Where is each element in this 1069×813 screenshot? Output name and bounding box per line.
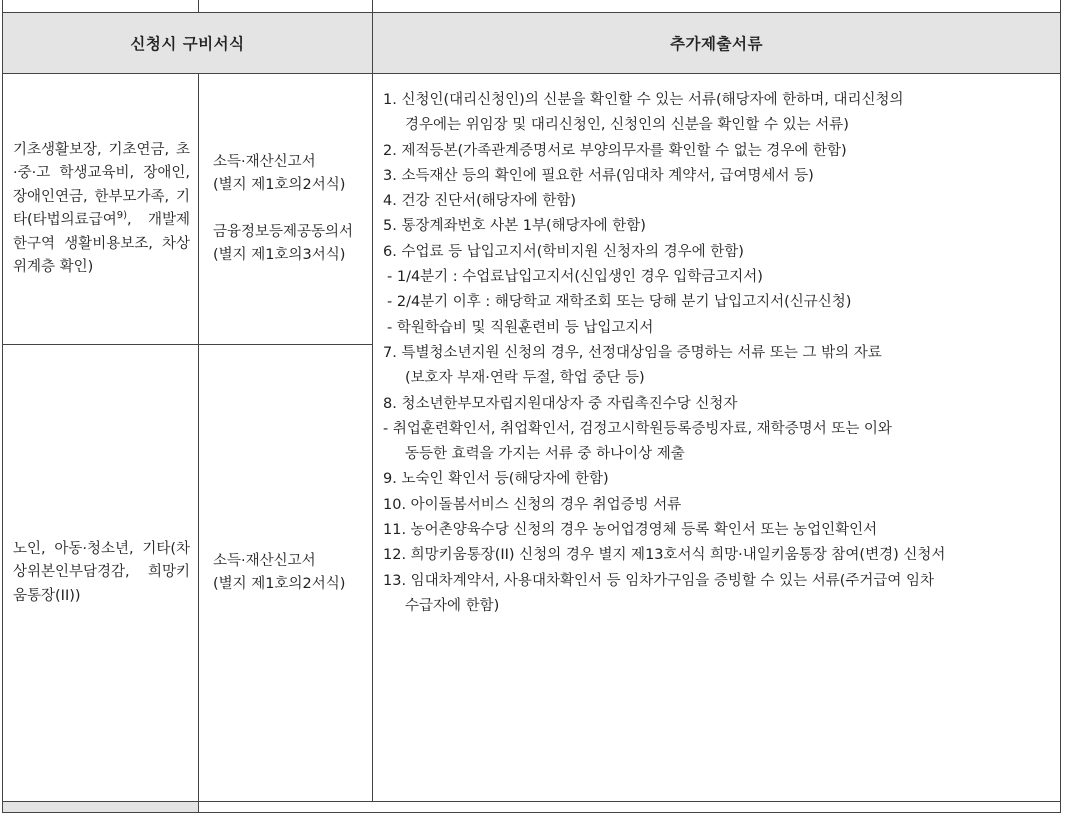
forms-cell	[199, 74, 373, 345]
document-item: 8. 청소년한부모자립지원대상자 중 자립촉진수당 신청자	[383, 395, 738, 412]
next-section-row	[3, 802, 1061, 813]
additional-documents-cell	[373, 74, 1061, 802]
document-sub-item: - 학원학습비 및 직원훈련비 등 납입고지서	[387, 319, 654, 336]
document-sub-item: - 2/4분기 이후 : 해당학교 재학조회 또는 당해 분기 납입고지서(신규신청)	[387, 294, 852, 311]
document-item: 5. 통장계좌번호 사본 1부(해당자에 한함)	[383, 218, 646, 235]
document-item: 12. 희망키움통장(II) 신청의 경우 별지 제13호서식 희망·내일키움통장 참여(변경) 신청서	[383, 547, 946, 564]
form-name: 소득·재산신고서	[213, 552, 316, 569]
stub-cell	[3, 0, 199, 13]
form-number: (별지 제1호의2서식)	[213, 177, 346, 193]
target-group-cell	[3, 345, 199, 802]
forms-cell	[199, 345, 373, 802]
document-sub-item: - 1/4분기 : 수업료납입고지서(신입생인 경우 입학금고지서)	[387, 269, 763, 286]
document-item: 3. 소득재산 등의 확인에 필요한 서류(임대차 계약서, 급여명세서 등)	[383, 167, 814, 184]
target-group-cell	[3, 74, 199, 345]
document-item: 7. 특별청소년지원 신청의 경우, 선정대상임을 증명하는 서류 또는 그 밖의 자료	[383, 344, 882, 361]
form-name: 소득·재산신고서	[213, 153, 316, 170]
document-item-continuation: 동등한 효력을 가지는 서류 중 하나이상 제출	[405, 446, 685, 463]
footnote-marker: 9)	[116, 210, 127, 222]
table-top-stub-row	[3, 0, 1061, 13]
document-item: 4. 건강 진단서(해당자에 한함)	[383, 193, 577, 210]
target-group-text: 노인, 아동·청소년, 기타(차상위본인부담경감, 희망키움통장(II))	[13, 540, 190, 604]
document-item: 9. 노숙인 확인서 등(해당자에 한함)	[383, 471, 609, 488]
stub-cell	[199, 0, 373, 13]
document-item-continuation: (보호자 부재·연락 두절, 학업 중단 등)	[405, 370, 645, 387]
document-item: 6. 수업료 등 납입고지서(학비지원 신청자의 경우에 한함)	[383, 243, 744, 260]
next-section-cell	[199, 802, 1061, 813]
document-item-continuation: 수급자에 한함)	[405, 597, 500, 614]
document-item-continuation: 경우에는 위임장 및 대리신청인, 신청인의 신분을 확인할 수 있는 서류)	[405, 117, 849, 134]
form-name: 금융정보등제공동의서	[213, 223, 354, 240]
additional-documents-list	[383, 88, 1052, 619]
form-spacer	[213, 198, 366, 221]
document-item: 10. 아이돌봄서비스 신청의 경우 취업증빙 서류	[383, 496, 682, 513]
document-item: 11. 농어촌양육수당 신청의 경우 농어업경영체 등록 확인서 또는 농업인확인서	[383, 522, 878, 539]
document-sub-item: - 취업훈련확인서, 취업확인서, 검정고시학원등록증빙자료, 재학증명서 또는 이와	[383, 420, 892, 437]
next-section-cell	[3, 802, 199, 813]
document-item: 13. 임대차계약서, 사용대차확인서 등 임차가구임을 증빙할 수 있는 서류(주거급여 임차	[383, 572, 935, 589]
stub-cell	[373, 0, 1061, 13]
document-item: 1. 신청인(대리신청인)의 신분을 확인할 수 있는 서류(해당자에 한하며, 대리신청의	[383, 92, 904, 108]
header-required-forms: 신청시 구비서식	[3, 13, 373, 74]
target-group-text: 기초생활보장, 기초연금, 초·중·고 학생교육비, 장애인, 장애인연금, 한부모가족, 기타(타법의료급여	[13, 141, 190, 228]
form-number: (별지 제1호의2서식)	[213, 576, 346, 592]
document-item: 2. 제적등본(가족관계증명서로 부양의무자를 확인할 수 없는 경우에 한함)	[383, 142, 847, 159]
table-row	[3, 74, 1061, 345]
target-group-text-tail: , 개발제한구역 생활비용보조, 차상위계층 확인)	[13, 212, 190, 275]
required-documents-table	[2, 0, 1061, 813]
header-row	[3, 13, 1061, 74]
header-additional-documents: 추가제출서류	[373, 13, 1061, 74]
form-number: (별지 제1호의3서식)	[213, 247, 346, 263]
